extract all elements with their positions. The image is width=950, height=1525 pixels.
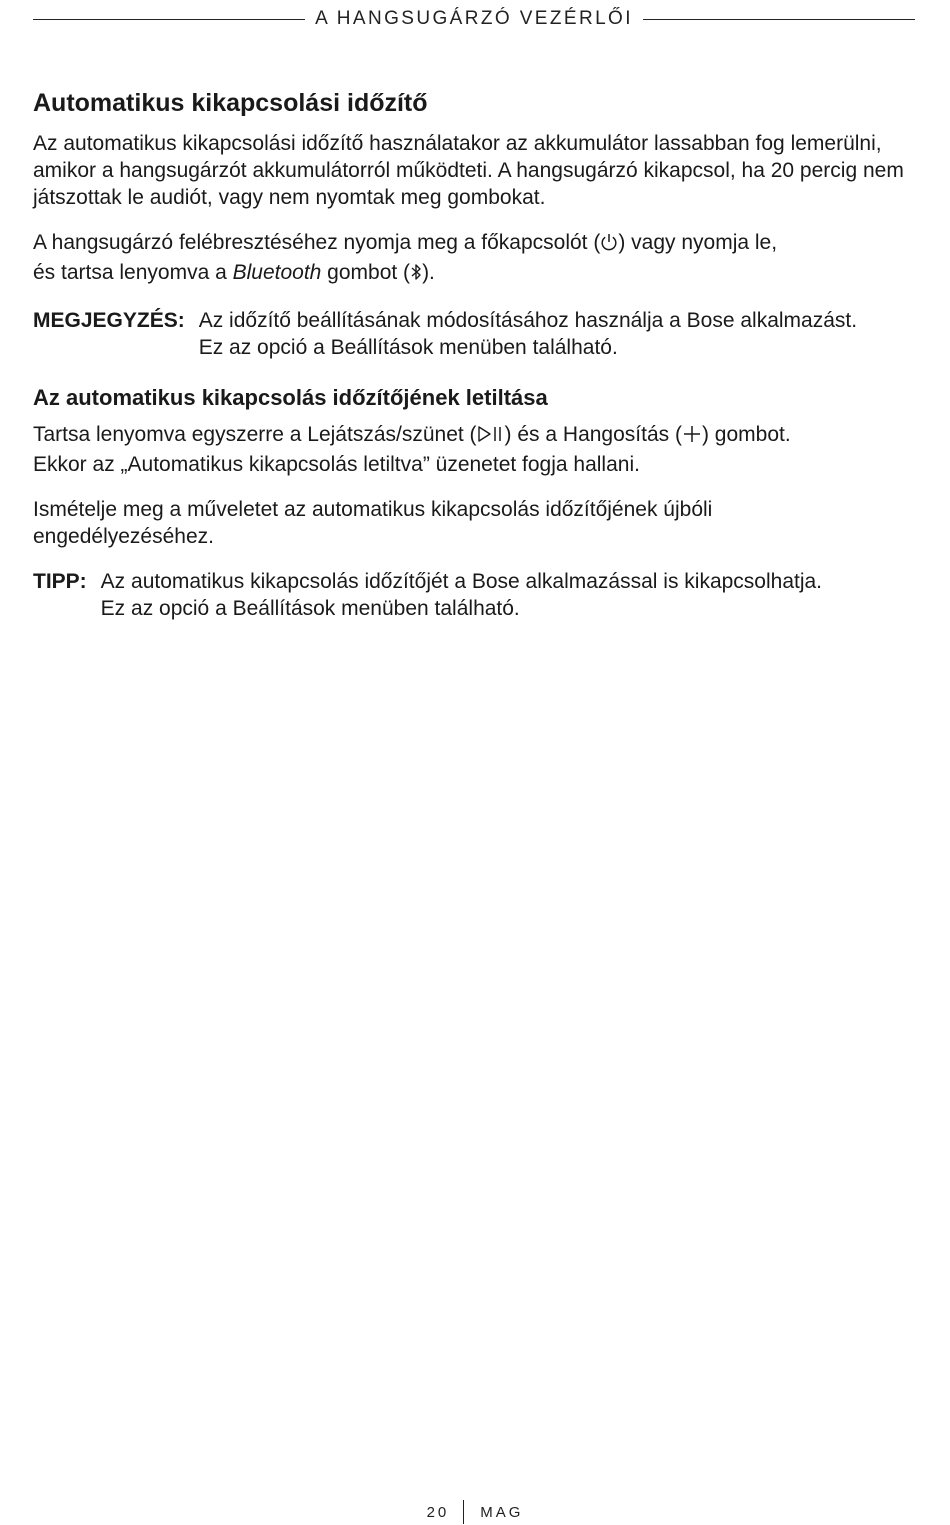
- auto-off-heading: Automatikus kikapcsolási időzítő: [33, 89, 428, 117]
- tip-line-1: Az automatikus kikapcsolás időzítőjét a Bose alkalmazással is kikapcsolhatja.: [100, 570, 823, 593]
- tip-block: [33, 568, 918, 622]
- disable-text-1: Tartsa lenyomva egyszerre a Lejátszás/szünet (: [33, 423, 477, 446]
- disable-text-line-2: Ekkor az „Automatikus kikapcsolás letiltva” üzenetet fogja hallani.: [33, 453, 640, 476]
- wake-text-3: és tartsa lenyomva a: [33, 261, 233, 284]
- wake-text-2: ) vagy nyomja le,: [618, 231, 778, 254]
- tip-body: [101, 568, 918, 622]
- header-rule-right: [643, 19, 915, 20]
- play-pause-icon: [477, 424, 505, 451]
- wake-text-5: ).: [422, 261, 435, 284]
- header-rule-left: [33, 19, 305, 20]
- note-label: MEGJEGYZÉS:: [33, 309, 185, 332]
- bluetooth-icon: [410, 262, 422, 289]
- tip-line-2: Ez az opció a Beállítások menüben található.: [100, 597, 520, 620]
- note-body: [199, 307, 918, 361]
- page-header: [33, 6, 915, 32]
- page-content: [33, 86, 918, 644]
- disable-instructions-paragraph: [33, 421, 918, 478]
- note-line-2: Ez az opció a Beállítások menüben található.: [198, 336, 618, 359]
- disable-auto-off-heading: Az automatikus kikapcsolás időzítőjének letiltása: [33, 385, 548, 410]
- disable-text-3: ) gombot.: [701, 423, 791, 446]
- section-title: A HANGSUGÁRZÓ VEZÉRLŐI: [315, 8, 633, 29]
- footer-section: MAG: [480, 1503, 524, 1521]
- wake-text-4: gombot (: [321, 261, 411, 284]
- bluetooth-word: Bluetooth: [232, 261, 322, 284]
- page-number: 20: [426, 1503, 450, 1521]
- power-icon: [600, 232, 618, 259]
- volume-up-icon: [682, 424, 702, 451]
- auto-off-intro-paragraph: Az automatikus kikapcsolási időzítő használatakor az akkumulátor lassabban fog lemerülni, amikor a hangsugárzót akkumulátorról működteti. A hangsugárzó kikapcsol, ha 20 percig nem játszottak le audiót, vagy nem nyomtak meg gombokat.: [33, 132, 904, 209]
- wake-up-paragraph: [33, 229, 918, 289]
- tip-label: TIPP:: [33, 570, 87, 593]
- reenable-paragraph: Ismételje meg a műveletet az automatikus kikapcsolás időzítőjének újbóli engedélyezéséhez.: [33, 498, 713, 548]
- footer-separator: [463, 1500, 464, 1524]
- note-line-1: Az időzítő beállításának módosításához használja a Bose alkalmazást.: [198, 309, 858, 332]
- disable-text-2: ) és a Hangosítás (: [504, 423, 682, 446]
- page-footer: [0, 1500, 950, 1524]
- note-block: [33, 307, 918, 361]
- wake-text-1: A hangsugárzó felébresztéséhez nyomja meg a főkapcsolót (: [33, 231, 601, 254]
